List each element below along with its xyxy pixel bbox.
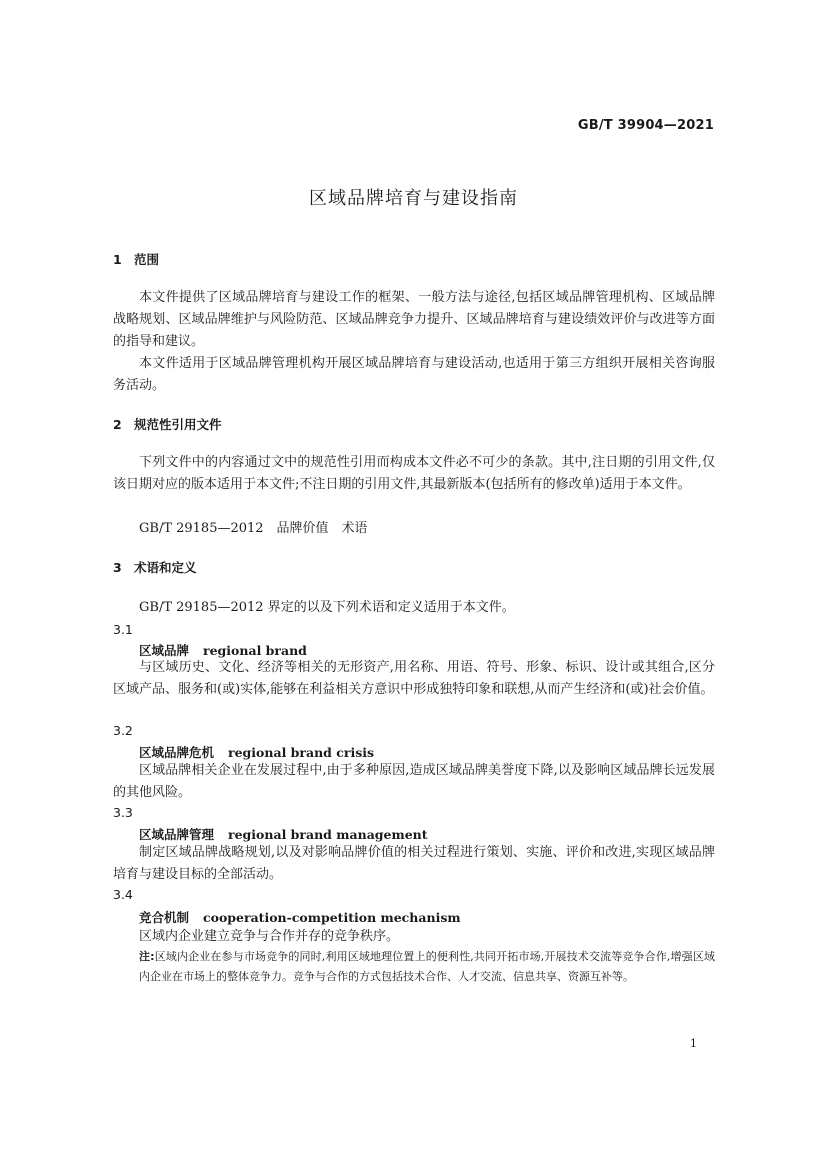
term-number: 3.3 — [113, 805, 133, 820]
section-title: 术语和定义 — [134, 560, 197, 575]
section-title: 规范性引用文件 — [134, 417, 222, 432]
section-1-paragraph-1: 本文件提供了区域品牌培育与建设工作的框架、一般方法与途径,包括区域品牌管理机构、区域品牌战略规划、区域品牌维护与风险防范、区域品牌竞争力提升、区域品牌培育与建设绩效评价与改进等方面的指导和建议。 — [113, 290, 715, 349]
section-number: 1 — [113, 252, 122, 267]
section-1-heading — [113, 250, 159, 268]
term-english: regional brand — [203, 643, 307, 658]
note-text: 区域内企业在参与市场竞争的同时,利用区域地理位置上的便利性,共同开拓市场,开展技术交流等竞争合作,增强区域内企业在市场上的整体竞争力。竞争与合作的方式包括技术合作、人才交流、信息共享、资源互补等。 — [139, 950, 715, 983]
section-3-intro: GB/T 29185—2012 界定的以及下列术语和定义适用于本文件。 — [139, 600, 515, 615]
term-definition: 区域品牌相关企业在发展过程中,由于多种原因,造成区域品牌美誉度下降,以及影响区域品牌长远发展的其他风险。 — [113, 763, 715, 800]
term-chinese: 区域品牌危机 — [139, 745, 215, 760]
term-chinese: 区域品牌 — [139, 643, 190, 658]
standard-code: GB/T 39904—2021 — [577, 118, 714, 133]
normative-reference: GB/T 29185—2012 品牌价值 术语 — [139, 521, 368, 536]
term-number: 3.2 — [113, 723, 133, 738]
term-english: cooperation-competition mechanism — [203, 910, 461, 925]
term-heading — [139, 743, 374, 761]
section-title: 范围 — [134, 252, 160, 267]
page-number: 1 — [690, 1037, 697, 1050]
section-1-paragraph-2: 本文件适用于区域品牌管理机构开展区域品牌培育与建设活动,也适用于第三方组织开展相关咨询服务活动。 — [113, 356, 715, 393]
section-2-heading — [113, 415, 222, 433]
term-definition: 与区域历史、文化、经济等相关的无形资产,用名称、用语、符号、形象、标识、设计或其组合,区分区域产品、服务和(或)实体,能够在利益相关方意识中形成独特印象和联想,从而产生经济和(或)社会价值。 — [113, 660, 715, 697]
term-english: regional brand management — [228, 827, 428, 842]
term-definition: 制定区域品牌战略规划,以及对影响品牌价值的相关过程进行策划、实施、评价和改进,实现区域品牌培育与建设目标的全部活动。 — [113, 845, 715, 882]
section-number: 2 — [113, 417, 122, 432]
note-label: 注: — [139, 950, 155, 963]
term-heading — [139, 825, 428, 843]
section-number: 3 — [113, 560, 122, 575]
term-definition: 区域内企业建立竞争与合作并存的竞争秩序。 — [139, 929, 400, 944]
term-number: 3.4 — [113, 887, 133, 902]
term-chinese: 区域品牌管理 — [139, 827, 215, 842]
term-heading — [139, 908, 461, 926]
document-title: 区域品牌培育与建设指南 — [309, 188, 518, 209]
term-english: regional brand crisis — [228, 745, 375, 760]
term-note — [139, 947, 715, 987]
section-3-heading — [113, 558, 197, 576]
section-2-paragraph-1: 下列文件中的内容通过文中的规范性引用而构成本文件必不可少的条款。其中,注日期的引用文件,仅该日期对应的版本适用于本文件;不注日期的引用文件,其最新版本(包括所有的修改单)适用于本文件。 — [113, 455, 715, 492]
term-number: 3.1 — [113, 622, 133, 637]
term-chinese: 竞合机制 — [139, 910, 190, 925]
